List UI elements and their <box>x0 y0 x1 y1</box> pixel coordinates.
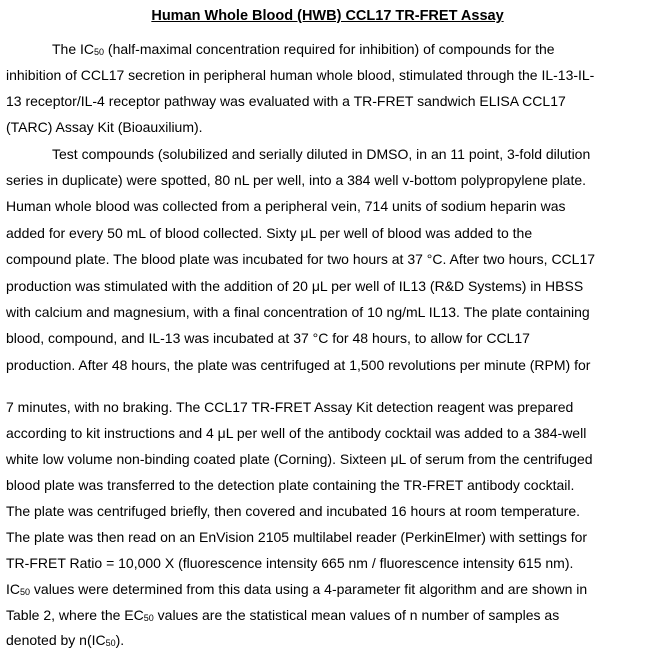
paragraph-line <box>6 355 590 375</box>
paragraph-line <box>6 302 590 322</box>
document-title: Human Whole Blood (HWB) CCL17 TR-FRET Assay <box>151 8 504 24</box>
paragraph-line <box>6 553 573 573</box>
line-text: compound plate. The blood plate was incubated for two hours at 37 °C. After two hours, CCL17 <box>6 251 596 267</box>
paragraph-line <box>6 397 573 417</box>
subscript: 50 <box>94 47 105 57</box>
line-text: series in duplicate) were spotted, 80 nL per well, into a 384 well v-bottom polypropylene plate. <box>6 172 587 188</box>
line-text: Test compounds (solubilized and serially diluted in DMSO, in an 11 point, 3-fold dilution <box>52 146 591 162</box>
subscript: 50 <box>105 638 116 648</box>
line-text: The plate was centrifuged briefly, then covered and incubated 16 hours at room temperature. <box>6 503 581 519</box>
paragraph-line <box>6 449 593 469</box>
paragraph-line <box>6 196 566 216</box>
paragraph-line <box>6 276 583 296</box>
line-text: Table 2, where the EC <box>6 607 144 623</box>
line-text: blood, compound, and IL-13 was incubated at 37 °C for 48 hours, to allow for CCL17 <box>6 330 530 346</box>
line-text: denoted by n(IC <box>6 632 106 648</box>
paragraph-line <box>6 630 124 650</box>
line-text: 7 minutes, with no braking. The CCL17 TR-FRET Assay Kit detection reagent was prepared <box>6 399 574 415</box>
line-text: (half-maximal concentration required for inhibition) of compounds for the <box>104 41 555 57</box>
line-text: IC <box>6 581 20 597</box>
line-text: white low volume non-binding coated plate (Corning). Sixteen μL of serum from the centrifuged <box>6 451 593 467</box>
subscript: 50 <box>143 613 154 623</box>
paragraph-line <box>6 65 594 85</box>
paragraph-line <box>6 223 532 243</box>
line-text: values are the statistical mean values of n number of samples as <box>153 607 560 623</box>
line-text: inhibition of CCL17 secretion in peripheral human whole blood, stimulated through the IL-13-IL- <box>6 67 595 83</box>
line-text: The IC <box>52 41 95 57</box>
paragraph-line <box>6 579 587 599</box>
line-text: ). <box>115 632 125 648</box>
subscript: 50 <box>20 587 31 597</box>
paragraph-line <box>6 475 574 495</box>
paragraph-line <box>52 39 555 59</box>
line-text: added for every 50 mL of blood collected. Sixty μL per well of blood was added to the <box>6 225 533 241</box>
line-text: Human whole blood was collected from a peripheral vein, 714 units of sodium heparin was <box>6 198 566 214</box>
line-text: 13 receptor/IL-4 receptor pathway was evaluated with a TR-FRET sandwich ELISA CCL17 <box>6 93 566 109</box>
paragraph-line <box>6 117 203 137</box>
paragraph-line <box>6 501 580 521</box>
line-text: TR-FRET Ratio = 10,000 X (fluorescence intensity 665 nm / fluorescence intensity 615 nm). <box>6 555 574 571</box>
line-text: blood plate was transferred to the detection plate containing the TR-FRET antibody cocktail. <box>6 477 575 493</box>
line-text: production. After 48 hours, the plate was centrifuged at 1,500 revolutions per minute (RPM) for <box>6 357 591 373</box>
paragraph-line <box>6 328 530 348</box>
line-text: production was stimulated with the addition of 20 μL per well of IL13 (R&D Systems) in HBSS <box>6 278 584 294</box>
paragraph-line <box>6 249 595 269</box>
line-text: values were determined from this data using a 4-parameter fit algorithm and are shown in <box>30 581 588 597</box>
paragraph-line <box>6 170 586 190</box>
paragraph-line <box>52 144 590 164</box>
line-text: The plate was then read on an EnVision 2105 multilabel reader (PerkinElmer) with settings for <box>6 529 588 545</box>
line-text: with calcium and magnesium, with a final concentration of 10 ng/mL IL13. The plate containing <box>6 304 590 320</box>
line-text: according to kit instructions and 4 μL per well of the antibody cocktail was added to a 384-well <box>6 425 587 441</box>
paragraph-line <box>6 527 587 547</box>
paragraph-line <box>6 91 566 111</box>
paragraph-line <box>6 423 586 443</box>
paragraph-line <box>6 605 559 625</box>
line-text: (TARC) Assay Kit (Bioauxilium). <box>6 119 203 135</box>
